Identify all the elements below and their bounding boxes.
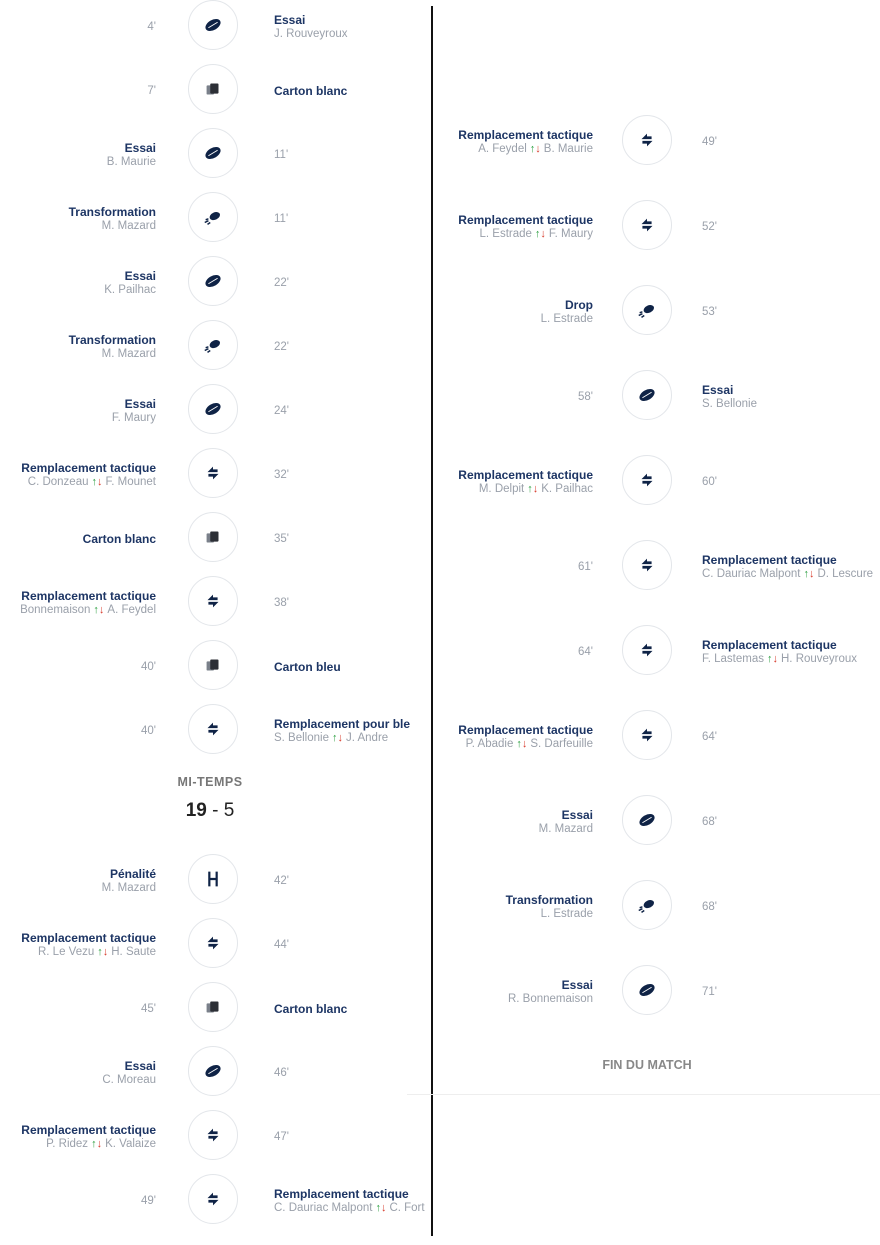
event-players (28, 475, 156, 489)
swap-arrows-icon: ↑↓ (97, 946, 109, 958)
event-title: Transformation (68, 333, 156, 347)
player-name: C. Fort (389, 1202, 425, 1214)
substitution-icon (188, 918, 238, 968)
event-minute: 38' (274, 597, 289, 609)
rugby-ball-icon (622, 795, 672, 845)
substitution-icon (622, 200, 672, 250)
swap-arrows-icon: ↑↓ (516, 738, 528, 750)
timeline-event (0, 512, 420, 566)
player-name: B. Maurie (106, 156, 156, 168)
event-title: Remplacement tactique (458, 468, 593, 482)
goalposts-icon (188, 854, 238, 904)
player-name: K. Pailhac (104, 284, 156, 296)
event-minute: 42' (274, 875, 289, 887)
event-title: Essai (702, 383, 734, 397)
event-players (479, 482, 593, 496)
kick-icon (188, 320, 238, 370)
swap-arrows-icon: ↑↓ (767, 653, 778, 665)
timeline-event (0, 1046, 420, 1100)
event-title: Remplacement tactique (21, 1123, 156, 1137)
event-minute: 11' (274, 213, 289, 225)
player-name: H. Saute (111, 946, 156, 958)
event-title: Remplacement tactique (458, 213, 593, 227)
event-title: Essai (124, 397, 156, 411)
halftime-score (0, 800, 420, 822)
card-icon (188, 982, 238, 1032)
timeline-event (0, 704, 420, 758)
substitution-icon (622, 710, 672, 760)
event-players (107, 155, 156, 169)
timeline-event (437, 540, 880, 594)
event-title: Carton blanc (82, 532, 156, 546)
player-name: M. Mazard (101, 882, 156, 894)
player-name: B. Maurie (543, 143, 593, 155)
event-minute: 45' (141, 1003, 156, 1015)
swap-arrows-icon: ↑↓ (91, 1138, 103, 1150)
swap-arrows-icon: ↑↓ (375, 1202, 387, 1214)
event-players (466, 737, 593, 751)
event-players (702, 652, 857, 666)
timeline-event (437, 285, 880, 339)
event-minute: 35' (274, 533, 289, 545)
swap-arrows-icon: ↑↓ (803, 568, 815, 580)
rugby-ball-icon (188, 256, 238, 306)
swap-arrows-icon: ↑↓ (91, 476, 103, 488)
timeline-event (0, 982, 420, 1036)
event-minute: 68' (702, 901, 717, 913)
event-title: Essai (274, 13, 306, 27)
event-minute: 58' (578, 391, 593, 403)
rugby-ball-icon (188, 1046, 238, 1096)
event-title: Essai (561, 808, 593, 822)
timeline-event (437, 625, 880, 679)
end-divider (407, 1094, 880, 1095)
rugby-ball-icon (188, 128, 238, 178)
event-minute: 40' (141, 725, 156, 737)
event-title: Essai (561, 978, 593, 992)
event-players (102, 881, 156, 895)
event-minute: 68' (702, 816, 717, 828)
event-minute: 47' (274, 1131, 289, 1143)
event-title: Remplacement tactique (458, 723, 593, 737)
halftime-label: MI-TEMPS (177, 775, 243, 789)
substitution-icon (188, 576, 238, 626)
event-title: Essai (124, 1059, 156, 1073)
player-name: R. Le Vezu (37, 946, 95, 958)
event-title: Essai (124, 269, 156, 283)
card-icon (188, 512, 238, 562)
event-players (104, 283, 156, 297)
timeline-event (0, 384, 420, 438)
timeline-event (437, 455, 880, 509)
player-name: K. Valaize (105, 1138, 156, 1150)
event-players (508, 992, 593, 1006)
event-players (539, 822, 593, 836)
swap-arrows-icon: ↑↓ (93, 604, 105, 616)
player-name: M. Mazard (538, 823, 593, 835)
player-name: R. Bonnemaison (507, 993, 593, 1005)
event-title: Drop (565, 298, 593, 312)
event-players (478, 142, 593, 156)
player-name: F. Mounet (105, 476, 156, 488)
event-minute: 61' (578, 561, 593, 573)
player-name: M. Delpit (478, 483, 525, 495)
event-title: Remplacement tactique (21, 589, 156, 603)
rugby-ball-icon (188, 0, 238, 50)
player-name: L. Estrade (540, 313, 593, 325)
halftime-home-score: 19 (185, 800, 207, 821)
event-title: Remplacement tactique (274, 1187, 409, 1201)
event-minute: 4' (147, 21, 156, 33)
substitution-icon (622, 625, 672, 675)
player-name: M. Mazard (101, 348, 156, 360)
timeline-event (0, 448, 420, 502)
player-name: J. Rouveyroux (274, 28, 348, 40)
event-players (46, 1137, 156, 1151)
substitution-icon (188, 1110, 238, 1160)
player-name: P. Abadie (465, 738, 514, 750)
event-players (702, 567, 873, 581)
event-title: Remplacement tactique (21, 931, 156, 945)
player-name: H. Rouveyroux (781, 653, 858, 665)
kick-icon (622, 285, 672, 335)
event-minute: 71' (702, 986, 717, 998)
substitution-icon (188, 448, 238, 498)
event-title: Carton blanc (274, 1002, 348, 1016)
event-title: Carton bleu (274, 660, 341, 674)
timeline-event (0, 128, 420, 182)
timeline-event (437, 710, 880, 764)
end-of-match-label: FIN DU MATCH (602, 1058, 692, 1072)
event-title: Remplacement pour ble (274, 717, 411, 731)
score-separator: - (212, 800, 219, 821)
event-players (541, 312, 593, 326)
timeline-event (437, 880, 880, 934)
event-minute: 24' (274, 405, 289, 417)
rugby-ball-icon (622, 370, 672, 420)
event-players (274, 1201, 425, 1215)
event-players (102, 1073, 156, 1087)
event-minute: 22' (274, 277, 289, 289)
timeline-event (0, 1110, 420, 1164)
timeline-event (437, 200, 880, 254)
column-divider (431, 6, 433, 1236)
player-name: S. Bellonie (702, 398, 757, 410)
player-name: F. Maury (548, 228, 593, 240)
event-minute: 11' (274, 149, 289, 161)
timeline-second-column (437, 0, 880, 1245)
event-players (102, 219, 156, 233)
event-minute: 49' (702, 136, 717, 148)
event-title: Remplacement tactique (702, 638, 837, 652)
event-players (541, 907, 593, 921)
event-minute: 44' (274, 939, 289, 951)
card-icon (188, 64, 238, 114)
swap-arrows-icon: ↑↓ (331, 732, 343, 744)
timeline-event (0, 854, 420, 908)
event-players (102, 347, 156, 361)
timeline-event (0, 192, 420, 246)
player-name: J. Andre (345, 732, 389, 744)
swap-arrows-icon: ↑↓ (529, 143, 541, 155)
substitution-icon (622, 115, 672, 165)
player-name: P. Ridez (46, 1138, 89, 1150)
event-minute: 22' (274, 341, 289, 353)
timeline-event (0, 256, 420, 310)
timeline-event (0, 0, 420, 54)
event-title: Transformation (68, 205, 156, 219)
event-minute: 64' (702, 731, 717, 743)
halftime-away-score: 5 (223, 800, 235, 821)
player-name: M. Mazard (101, 220, 156, 232)
event-players (112, 411, 156, 425)
timeline-event (0, 320, 420, 374)
timeline-event (437, 965, 880, 1019)
timeline-event (0, 918, 420, 972)
timeline-event (437, 795, 880, 849)
event-players (702, 397, 757, 411)
event-minute: 64' (578, 646, 593, 658)
event-title: Essai (124, 141, 156, 155)
player-name: C. Dauriac Malpont (274, 1202, 373, 1214)
player-name: L. Estrade (479, 228, 532, 240)
substitution-icon (188, 1174, 238, 1224)
kick-icon (622, 880, 672, 930)
event-players (274, 731, 388, 745)
event-title: Remplacement tactique (458, 128, 593, 142)
player-name: K. Pailhac (541, 483, 593, 495)
player-name: D. Lescure (817, 568, 874, 580)
timeline-event (0, 576, 420, 630)
event-minute: 46' (274, 1067, 289, 1079)
substitution-icon (622, 455, 672, 505)
event-minute: 40' (141, 661, 156, 673)
substitution-icon (622, 540, 672, 590)
kick-icon (188, 192, 238, 242)
player-name: F. Lastemas (702, 653, 764, 665)
event-minute: 7' (147, 85, 156, 97)
player-name: A. Feydel (478, 143, 527, 155)
event-title: Remplacement tactique (21, 461, 156, 475)
player-name: F. Maury (111, 412, 156, 424)
player-name: C. Donzeau (27, 476, 89, 488)
rugby-ball-icon (622, 965, 672, 1015)
rugby-ball-icon (188, 384, 238, 434)
substitution-icon (188, 704, 238, 754)
player-name: C. Moreau (102, 1074, 156, 1086)
event-minute: 49' (141, 1195, 156, 1207)
event-title: Transformation (505, 893, 593, 907)
player-name: Bonnemaison (20, 604, 91, 616)
swap-arrows-icon: ↑↓ (527, 483, 539, 495)
card-icon (188, 640, 238, 690)
player-name: C. Dauriac Malpont (702, 568, 801, 580)
event-minute: 53' (702, 306, 717, 318)
event-players (38, 945, 156, 959)
timeline-event (0, 1174, 425, 1228)
event-players (20, 603, 156, 617)
event-title: Pénalité (109, 867, 156, 881)
player-name: L. Estrade (540, 908, 593, 920)
event-players (274, 27, 348, 41)
timeline-event (0, 640, 420, 694)
player-name: S. Darfeuille (530, 738, 593, 750)
event-title: Carton blanc (274, 84, 348, 98)
timeline-event (437, 370, 880, 424)
player-name: S. Bellonie (274, 732, 329, 744)
event-minute: 52' (702, 221, 717, 233)
swap-arrows-icon: ↑↓ (534, 228, 546, 240)
timeline-first-column (0, 0, 425, 1245)
event-title: Remplacement tactique (702, 553, 837, 567)
event-minute: 32' (274, 469, 289, 481)
timeline-event (0, 64, 420, 118)
event-minute: 60' (702, 476, 717, 488)
player-name: A. Feydel (107, 604, 156, 616)
event-players (479, 227, 593, 241)
timeline-event (437, 115, 880, 169)
